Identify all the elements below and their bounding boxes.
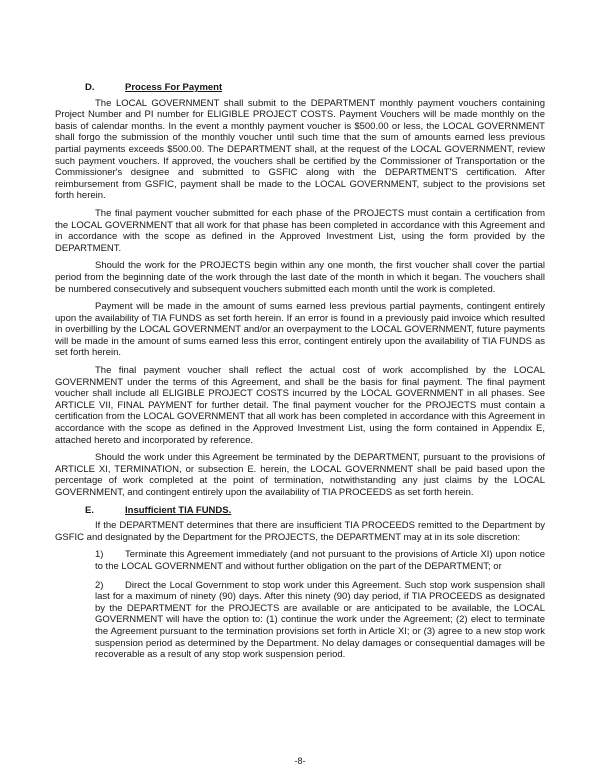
list-item-1-number: 1): [95, 549, 104, 561]
section-letter-e: E.: [85, 504, 94, 516]
section-heading-d: [55, 82, 545, 94]
paragraph-d-2: The final payment voucher submitted for each phase of the PROJECTS must contain a certification from the LOCAL GOVERNMENT that all work for that phase has been completed in accordance with this Agreement and in accordance with the scope as defined in the Approved Investment List, using the form provided by the DEPARTMENT.: [55, 207, 545, 254]
paragraph-e-intro: If the DEPARTMENT determines that there are insufficient TIA PROCEEDS remitted to the Department by GSFIC and designated by the Department for the PROJECTS, the DEPARTMENT may at in its sole discretion:: [55, 520, 545, 543]
list-item-2-number: 2): [95, 579, 104, 591]
list-item-2: [95, 580, 545, 661]
paragraph-d-5: The final payment voucher shall reflect the actual cost of work accomplished by the LOCAL GOVERNMENT under the terms of this Agreement, and shall be the basis for final payment. The final payment voucher shall include all ELIGIBLE PROJECT COSTS incurred by the LOCAL GOVERNMENT in all phases. See ARTICLE VII, FINAL PAYMENT for further detail. The final payment voucher for the PROJECTS must contain a certification from the LOCAL GOVERNMENT that all work has been completed in accordance with this Agreement in accordance with the scope as defined in the Approved Investment List, using the form contained in Appendix E, attached hereto and incorporated by reference.: [55, 365, 545, 446]
section-letter-d: D.: [85, 82, 95, 93]
document-body: [55, 82, 545, 668]
list-item-1: [95, 549, 545, 572]
list-item-2-text: Direct the Local Government to stop work under this Agreement. Such stop work suspension shall last for a maximum of ninety (90) days. After this ninety (90) day period, if TIA PROCEEDS as designated by the DEPARTMENT for the PROJECTS are available or are anticipated to be available, the LOCAL GOVERNMENT will have the option to: (1) continue the work under the Agreement; (2) elect to terminate the Agreement pursuant to the termination provisions set forth in Article XI; or (3) agree to a new stop work suspension period as determined by the Department. No delay damages or consequential damages will be recoverable as a result of any stop work suspension period.: [95, 579, 545, 661]
paragraph-d-1: The LOCAL GOVERNMENT shall submit to the DEPARTMENT monthly payment vouchers containing Project Number and PI number for ELIGIBLE PROJECT COSTS. Payment Vouchers will be made monthly on the basis of calendar months. In the event a monthly payment voucher is $500.00 or less, the LOCAL GOVERNMENT shall forgo the submission of the monthly voucher until such time that the sum of amounts earned less previous partial payments exceeds $500.00. The DEPARTMENT shall, at the request of the LOCAL GOVERNMENT, review such payment vouchers. If approved, the vouchers shall be certified by the Commissioner of Transportation or the Commissioner's designee and submitted to GSFIC along with the DEPARTMENT'S certification. After reimbursement from GSFIC, payment shall be made to the LOCAL GOVERNMENT, subject to the provisions set forth herein.: [55, 97, 545, 202]
section-heading-e: [55, 505, 545, 517]
page-number: -8-: [294, 756, 306, 767]
section-title-e: Insufficient TIA FUNDS.: [125, 504, 232, 516]
paragraph-d-4: Payment will be made in the amount of sums earned less previous partial payments, contingent entirely upon the availability of TIA FUNDS as set forth herein. If an error is found in a previously paid invoice which resulted in overbilling by the LOCAL GOVERNMENT and/or an overpayment to the LOCAL GOVERNMENT, future payments will be made in the amount of sums earned less this error, contingent entirely upon the availability of TIA FUNDS as set forth herein.: [55, 301, 545, 359]
paragraph-d-6: Should the work under this Agreement be terminated by the DEPARTMENT, pursuant to the provisions of ARTICLE XI, TERMINATION, or subsection E. herein, the LOCAL GOVERNMENT shall be paid based upon the percentage of work completed at the point of termination, notwithstanding any just claims by the LOCAL GOVERNMENT, and contingent entirely upon the availability of TIA PROCEEDS as set forth herein.: [55, 452, 545, 498]
list-item-1-text: Terminate this Agreement immediately (and not pursuant to the provisions of Article XI) upon notice to the LOCAL GOVERNMENT and without further obligation on the part of the DEPARTMENT; or: [95, 549, 545, 572]
section-title-d: Process For Payment: [125, 82, 223, 93]
paragraph-d-3: Should the work for the PROJECTS begin within any one month, the first voucher shall cover the partial period from the beginning date of the work through the last date of the month in which it began. The vouchers shall be numbered consecutively and subsequent vouchers submitted each month until the work is completed.: [55, 260, 545, 295]
